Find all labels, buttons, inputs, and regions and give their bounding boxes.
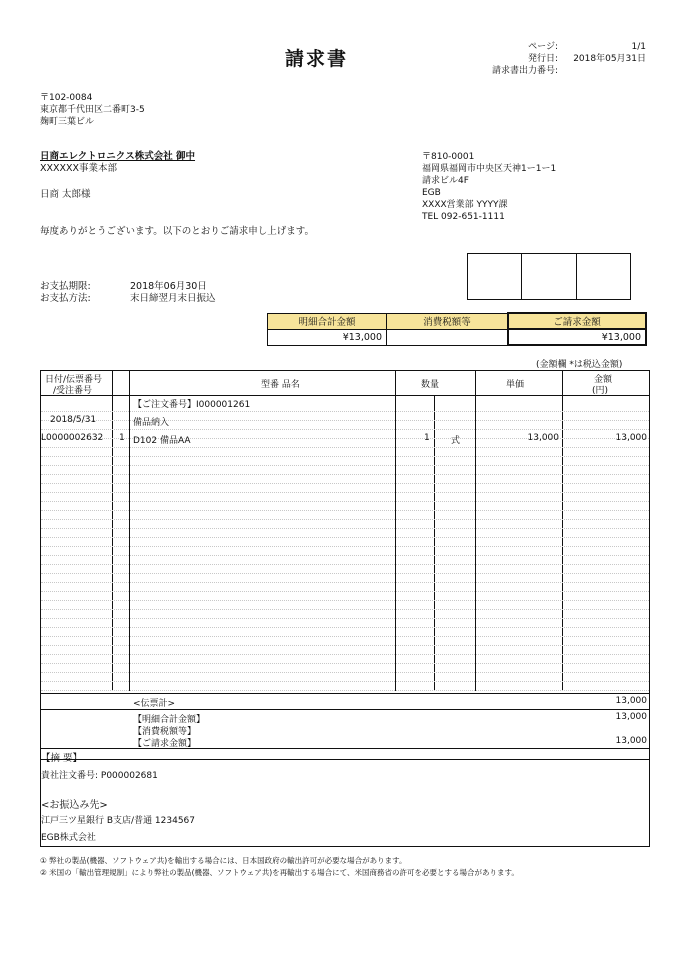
- col-price-header: 単価: [506, 380, 525, 390]
- totals-table: [267, 312, 647, 346]
- issuer-company: EGB: [422, 188, 441, 198]
- row-rule: [41, 600, 649, 601]
- row-rule: [41, 465, 649, 466]
- meta-page-label: ページ:: [528, 42, 558, 52]
- recipient-block: [40, 151, 195, 175]
- row-rule: [41, 429, 649, 430]
- issuer-tel: TEL 092-651-1111: [422, 212, 505, 222]
- totals-subtotal-value: ¥13,000: [268, 329, 387, 345]
- line-items-table: [40, 370, 650, 760]
- row-rule: [41, 690, 649, 691]
- remarks-po-number: 貴社注文番号: P000002681: [41, 771, 158, 781]
- recipient-address2: 麹町三葉ビル: [40, 117, 95, 127]
- totals-billed-value: ¥13,000: [508, 329, 646, 345]
- issuer-postal: 〒810-0001: [422, 152, 475, 162]
- summary-subtotal-value: 13,000: [615, 712, 647, 722]
- row-rule: [41, 654, 649, 655]
- col-date-header: 日付/伝票番号: [45, 375, 103, 385]
- summary-tax-label: 【消費税額等】: [133, 727, 197, 737]
- row-rule: [41, 564, 649, 565]
- page-title: 請求書: [285, 48, 349, 70]
- row-rule: [41, 483, 649, 484]
- remarks-title: 【摘 要】: [41, 753, 83, 764]
- col-item-header: 型番 品名: [261, 380, 300, 390]
- row-unit: 式: [451, 436, 461, 446]
- meta-number-value: [558, 65, 646, 77]
- totals-tax-value: [387, 329, 509, 345]
- row-rule: [41, 582, 649, 583]
- meta-number-label: 請求書出力番号:: [491, 66, 558, 76]
- row-rule: [41, 681, 649, 682]
- totals-billed-header: ご請求金額: [508, 313, 646, 329]
- stamp-boxes: [467, 253, 631, 300]
- meta-page-value: 1/1: [631, 42, 646, 52]
- recipient-person: 日商 太郎様: [40, 189, 91, 200]
- recipient-postal: 〒102-0084: [40, 93, 93, 103]
- row-rule: [41, 591, 649, 592]
- row-rule: [41, 456, 649, 457]
- row-rule: [41, 627, 649, 628]
- col-amount-header: 金額: [594, 375, 613, 385]
- summary-billed-value: 13,000: [615, 736, 647, 746]
- row-rule: [41, 537, 649, 538]
- totals-subtotal-header: 明細合計金額: [268, 313, 387, 329]
- payment-due-label: お支払期限:: [40, 281, 91, 292]
- slip-total-value: 13,000: [615, 696, 647, 706]
- issuer-dept: XXXX営業部 YYYY課: [422, 200, 508, 210]
- row-rule: [41, 609, 649, 610]
- invoice-meta: [470, 41, 646, 77]
- row-price: 13,000: [527, 433, 559, 443]
- row-item: D102 備品AA: [133, 436, 191, 446]
- greeting-text: 毎度ありがとうございます。以下のとおりご請求申し上げます。: [40, 226, 314, 237]
- row-rule: [41, 492, 649, 493]
- payment-values: [130, 281, 216, 305]
- row-rule: [41, 510, 649, 511]
- row-rule: [41, 411, 649, 412]
- row-rule: [41, 501, 649, 502]
- row-rule: [41, 474, 649, 475]
- amount-note: (金額欄 *は税込金額): [536, 360, 623, 370]
- issuer-block: [422, 151, 556, 223]
- row-rule: [41, 519, 649, 520]
- row-rule: [41, 636, 649, 637]
- row-rule: [41, 672, 649, 673]
- row-description: 備品納入: [133, 418, 170, 428]
- row-rule: [41, 528, 649, 529]
- row-amount: 13,000: [615, 433, 647, 443]
- meta-date-label: 発行日:: [527, 54, 558, 64]
- row-rule: [41, 573, 649, 574]
- col-amount-unit: (円): [592, 386, 609, 396]
- remarks-bank: 江戸三ツ星銀行 B支店/普通 1234567: [41, 816, 196, 826]
- recipient-company: 日商エレクトロニクス株式会社 御中: [40, 151, 196, 162]
- col-order-header: /受注番号: [53, 386, 93, 396]
- recipient-address1: 東京都千代田区二番町3-5: [40, 105, 145, 115]
- payment-due-value: 2018年06月30日: [130, 281, 207, 292]
- recipient-dept: XXXXXX事業本部: [40, 163, 118, 174]
- row-rule: [41, 645, 649, 646]
- row-rule: [41, 618, 649, 619]
- col-qty-header: 数量: [421, 380, 440, 390]
- row-rule: [41, 546, 649, 547]
- payment-method-value: 末日締翌月末日振込: [130, 293, 216, 304]
- row-qty: 1: [424, 433, 430, 443]
- recipient-address: [40, 92, 145, 128]
- footnote-2: ② 米国の「輸出管理規制」により弊社の製品(機器、ソフトウェア共)を再輸出する場合にて、米国商務省の許可を必要とする場合があります。: [40, 868, 519, 877]
- row-date: 2018/5/31: [50, 415, 97, 425]
- row-rule: [41, 555, 649, 556]
- row-slip-number: L0000002632: [41, 433, 104, 443]
- summary-subtotal-label: 【明細合計金額】: [133, 715, 206, 725]
- slip-total-label: <伝票計>: [133, 699, 176, 709]
- footnote-1: ① 弊社の製品(機器、ソフトウェア共)を輸出する場合には、日本国政府の輸出許可が必要な場合があります。: [40, 856, 407, 865]
- order-number: 【ご注文番号】I000001261: [133, 400, 251, 410]
- row-line-number: 1: [119, 433, 125, 443]
- remarks-bank-title: <お振込み先>: [41, 800, 108, 811]
- payment-method-label: お支払方法:: [40, 293, 91, 304]
- row-rule: [41, 447, 649, 448]
- meta-date-value: 2018年05月31日: [573, 54, 646, 64]
- issuer-address2: 請求ビル4F: [422, 176, 469, 186]
- row-rule: [41, 663, 649, 664]
- payment-labels: [40, 281, 91, 305]
- remarks-holder: EGB株式会社: [41, 833, 96, 843]
- issuer-address1: 福岡県福岡市中央区天神1ー1ー1: [422, 164, 557, 174]
- totals-tax-header: 消費税額等: [387, 313, 509, 329]
- summary-billed-label: 【ご請求金額】: [133, 739, 197, 749]
